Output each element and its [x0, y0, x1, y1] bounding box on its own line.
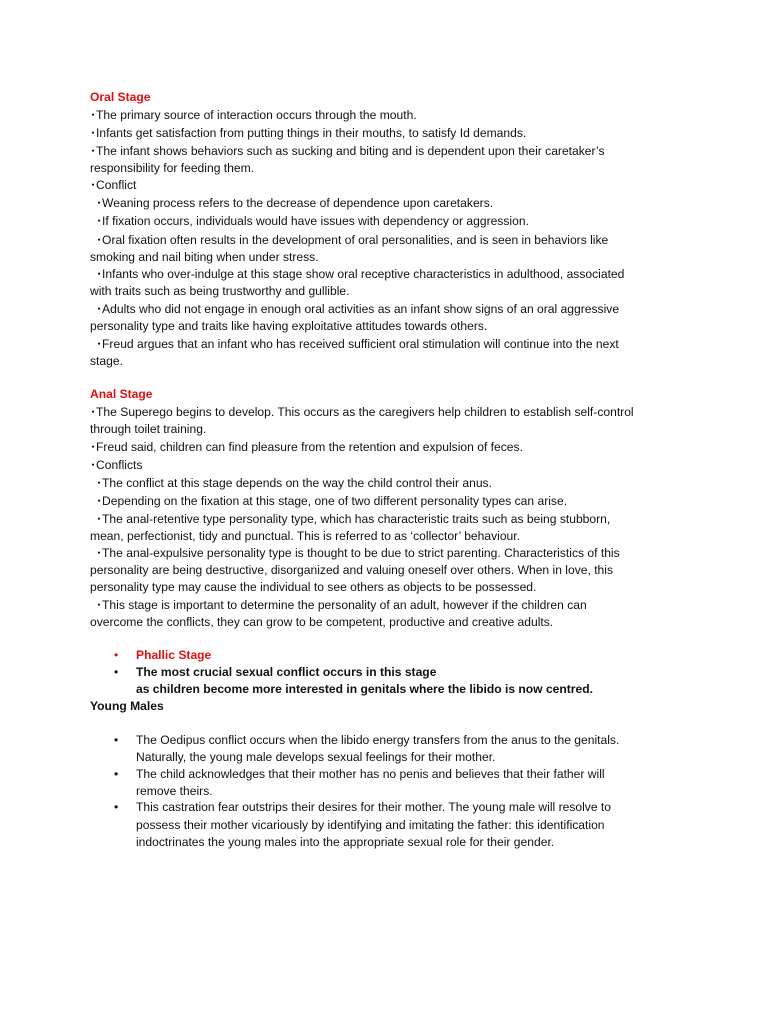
anal-line: overcome the conflicts, they can grow to be competent, productive and creative adults.: [90, 615, 554, 629]
young-males-subheading: Young Males: [90, 699, 164, 713]
phallic-line: The most crucial sexual conflict occurs in this stage: [136, 665, 437, 679]
bullet-marker: •: [114, 767, 119, 781]
anal-line: ･Freud said, children can find pleasure from the retention and expulsion of feces.: [90, 440, 523, 454]
anal-line: ･The conflict at this stage depends on the way the child control their anus.: [96, 476, 492, 490]
young-males-item: The Oedipus conflict occurs when the libido energy transfers from the anus to the genitals.: [136, 733, 620, 747]
oral-line: smoking and nail biting when under stress.: [90, 250, 319, 264]
anal-line: ･The Superego begins to develop. This occurs as the caregivers help children to establish self-control: [90, 405, 634, 419]
young-males-item: The child acknowledges that their mother has no penis and believes that their father will: [136, 767, 605, 781]
oral-line: stage.: [90, 354, 123, 368]
anal-conflicts-label: ･Conflicts: [90, 458, 143, 472]
phallic-line: as children become more interested in genitals where the libido is now centred.: [136, 682, 593, 696]
bullet-marker: •: [114, 733, 119, 747]
anal-line: through toilet training.: [90, 422, 207, 436]
anal-line: ･The anal-expulsive personality type is thought to be due to strict parenting. Characteristics of this: [96, 546, 620, 560]
bullet-marker: •: [114, 648, 119, 662]
oral-stage-heading: Oral Stage: [90, 90, 151, 104]
phallic-stage-heading: Phallic Stage: [136, 648, 212, 662]
anal-line: personality are being destructive, disorganized and valuing oneself over others. When in love, this: [90, 563, 614, 577]
bullet-marker: •: [114, 800, 119, 814]
oral-line: ･The primary source of interaction occurs through the mouth.: [90, 108, 417, 122]
young-males-item: Naturally, the young male develops sexual feelings for their mother.: [136, 750, 496, 764]
oral-line: ･Infants get satisfaction from putting things in their mouths, to satisfy Id demands.: [90, 126, 527, 140]
young-males-item: indoctrinates the young males into the appropriate sexual role for their gender.: [136, 835, 555, 849]
oral-line: responsibility for feeding them.: [90, 161, 255, 175]
anal-stage-heading: Anal Stage: [90, 387, 153, 401]
anal-line: mean, perfectionist, tidy and punctual. This is referred to as ‘collector’ behaviour.: [90, 529, 521, 543]
anal-line: ･This stage is important to determine the personality of an adult, however if the children can: [96, 598, 587, 612]
young-males-item: This castration fear outstrips their desires for their mother. The young male will resolve to: [136, 800, 611, 814]
young-males-item: possess their mother vicariously by identifying and imitating the father: this identification: [136, 818, 605, 832]
oral-line: with traits such as being trustworthy and gullible.: [90, 284, 350, 298]
oral-line: personality type and traits like having exploitative attitudes towards others.: [90, 319, 488, 333]
oral-line: ･Infants who over-indulge at this stage show oral receptive characteristics in adulthood, associated: [96, 267, 625, 281]
bullet-marker: •: [114, 665, 119, 679]
oral-conflict-label: ･Conflict: [90, 178, 137, 192]
anal-line: ･The anal-retentive type personality type, which has characteristic traits such as being stubborn,: [96, 512, 611, 526]
young-males-item: remove theirs.: [136, 784, 213, 798]
oral-line: ･Oral fixation often results in the development of oral personalities, and is seen in behaviors like: [96, 233, 609, 247]
anal-line: personality type may cause the individual to see others as objects to be possessed.: [90, 580, 537, 594]
oral-line: ･Adults who did not engage in enough oral activities as an infant show signs of an oral aggressive: [96, 302, 620, 316]
oral-line: ･If fixation occurs, individuals would have issues with dependency or aggression.: [96, 214, 529, 228]
oral-line: ･Freud argues that an infant who has received sufficient oral stimulation will continue into the next: [96, 337, 619, 351]
oral-line: ･Weaning process refers to the decrease of dependence upon caretakers.: [96, 196, 494, 210]
anal-line: ･Depending on the fixation at this stage, one of two different personality types can arise.: [96, 494, 568, 508]
oral-line: ･The infant shows behaviors such as sucking and biting and is dependent upon their caretaker’s: [90, 144, 605, 158]
